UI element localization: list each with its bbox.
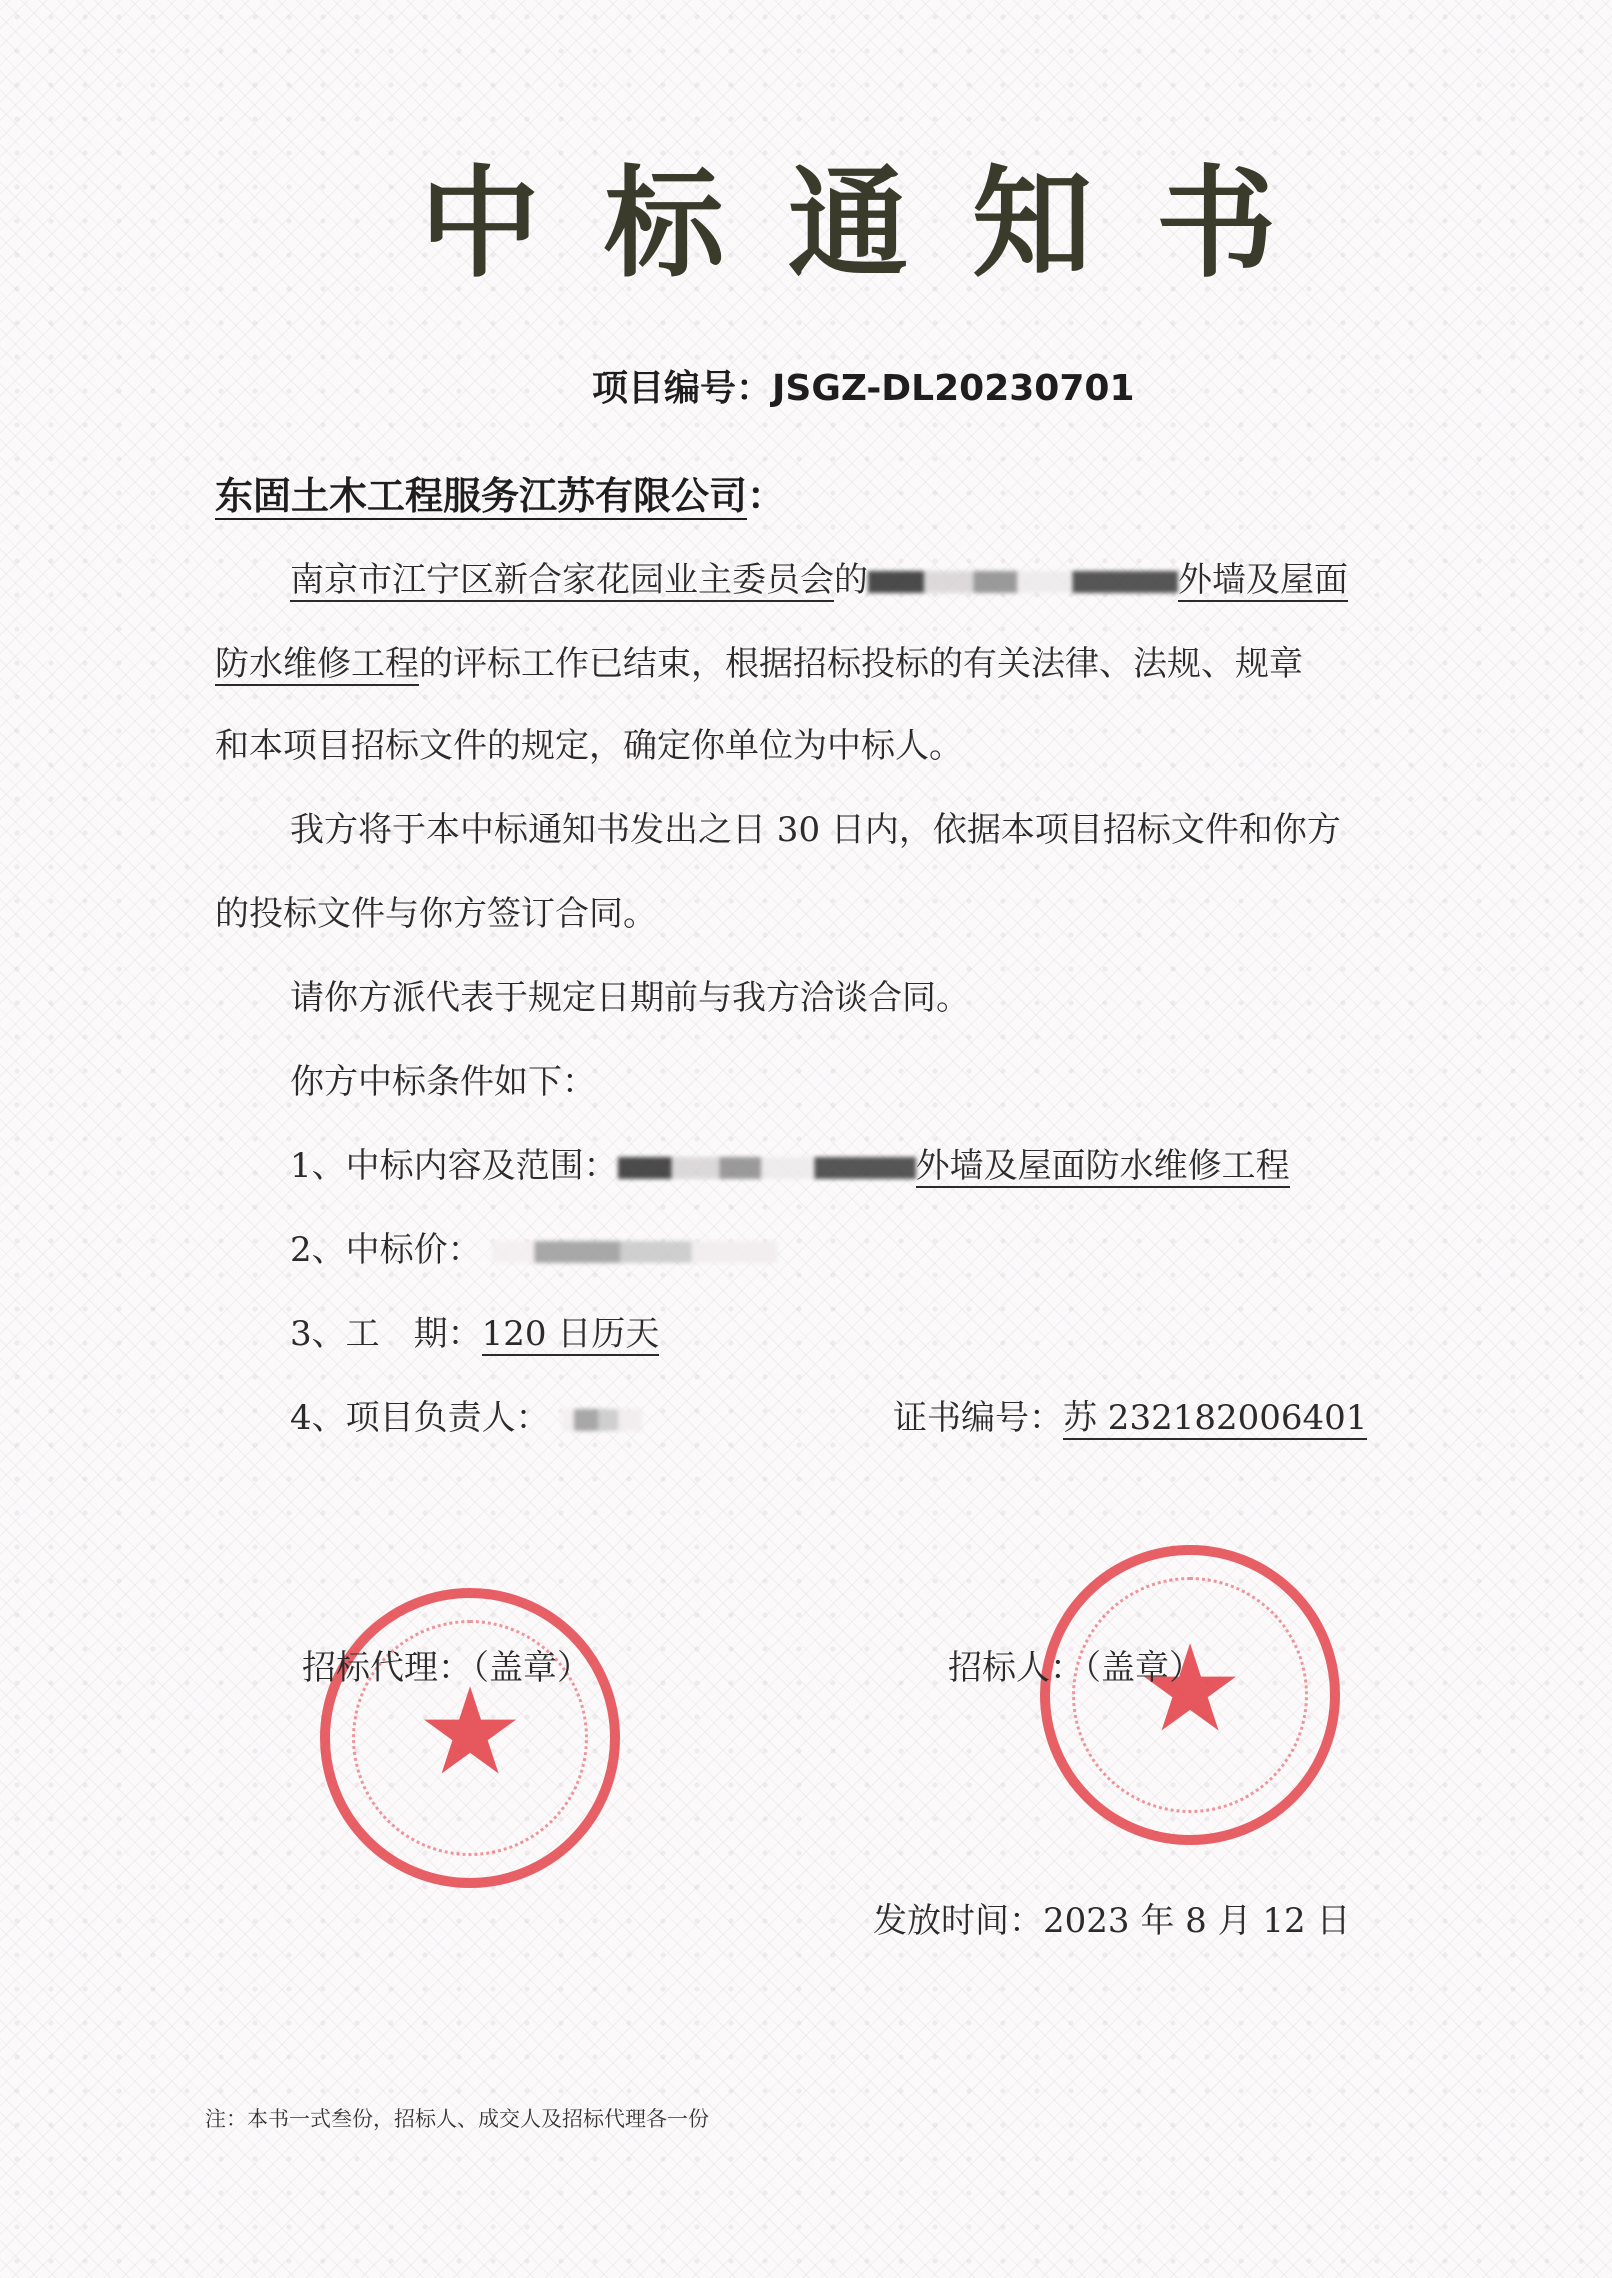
period-label: 3、工 期： (290, 1314, 482, 1354)
cert-label: 证书编号： (893, 1398, 1063, 1438)
agent-seal-star-icon: ★ (416, 1662, 524, 1802)
item-period (290, 1306, 659, 1355)
tenderer-seal (1040, 1545, 1340, 1845)
project-name-line2: 防水维修工程 (215, 644, 419, 684)
footer-note: 注：本书一式叁份，招标人、成交人及招标代理各一份 (205, 2107, 709, 2131)
para2-line2: 的投标文件与你方签订合同。 (215, 894, 657, 934)
para4: 你方中标条件如下： (290, 1062, 596, 1102)
agent-signature-label: 招标代理：（盖章） (302, 1648, 591, 1688)
redacted-price (492, 1241, 777, 1263)
employer-name: 南京市江宁区新合家花园业主委员会 (290, 560, 834, 600)
recipient-colon: ： (747, 474, 786, 518)
period-value: 120 日历天 (481, 1314, 660, 1354)
item-price (290, 1222, 777, 1271)
tenderer-signature-label: 招标人：（盖章） (948, 1648, 1203, 1688)
item-manager (290, 1390, 642, 1439)
redacted-project-name (868, 571, 1178, 593)
manager-label: 4、项目负责人： (290, 1398, 550, 1438)
para1-de: 的 (834, 560, 868, 600)
para2-line1: 我方将于本中标通知书发出之日 30 日内，依据本项目招标文件和你方 (290, 810, 1341, 850)
tenderer-seal-star-icon: ★ (1136, 1619, 1244, 1759)
para1-line1 (290, 552, 1348, 601)
para1-line2-rest: 的评标工作已结束，根据招标投标的有关法律、法规、规章 (419, 644, 1303, 684)
cert-value: 苏 232182006401 (1063, 1398, 1368, 1438)
item-scope (290, 1138, 1290, 1187)
para1-line2 (215, 636, 1303, 685)
redacted-manager (562, 1409, 642, 1431)
certificate (893, 1390, 1367, 1439)
recipient-line (215, 465, 785, 520)
para1-line3: 和本项目招标文件的规定，确定你单位为中标人。 (215, 726, 963, 766)
scope-value: 外墙及屋面防水维修工程 (915, 1146, 1290, 1186)
project-name-tail: 外墙及屋面 (1178, 560, 1348, 600)
price-label: 2、中标价： (290, 1230, 482, 1270)
redacted-scope (618, 1157, 916, 1179)
scope-label: 1、中标内容及范围： (290, 1146, 618, 1186)
document-title: 中标通知书 (420, 153, 1340, 294)
issue-date: 发放时间：2023 年 8 月 12 日 (873, 1901, 1351, 1941)
recipient-name: 东固土木工程服务江苏有限公司 (215, 474, 748, 518)
agent-seal (320, 1588, 620, 1888)
para3: 请你方派代表于规定日期前与我方洽谈合同。 (290, 978, 970, 1018)
project-number: 项目编号：JSGZ-DL20230701 (592, 368, 1135, 409)
